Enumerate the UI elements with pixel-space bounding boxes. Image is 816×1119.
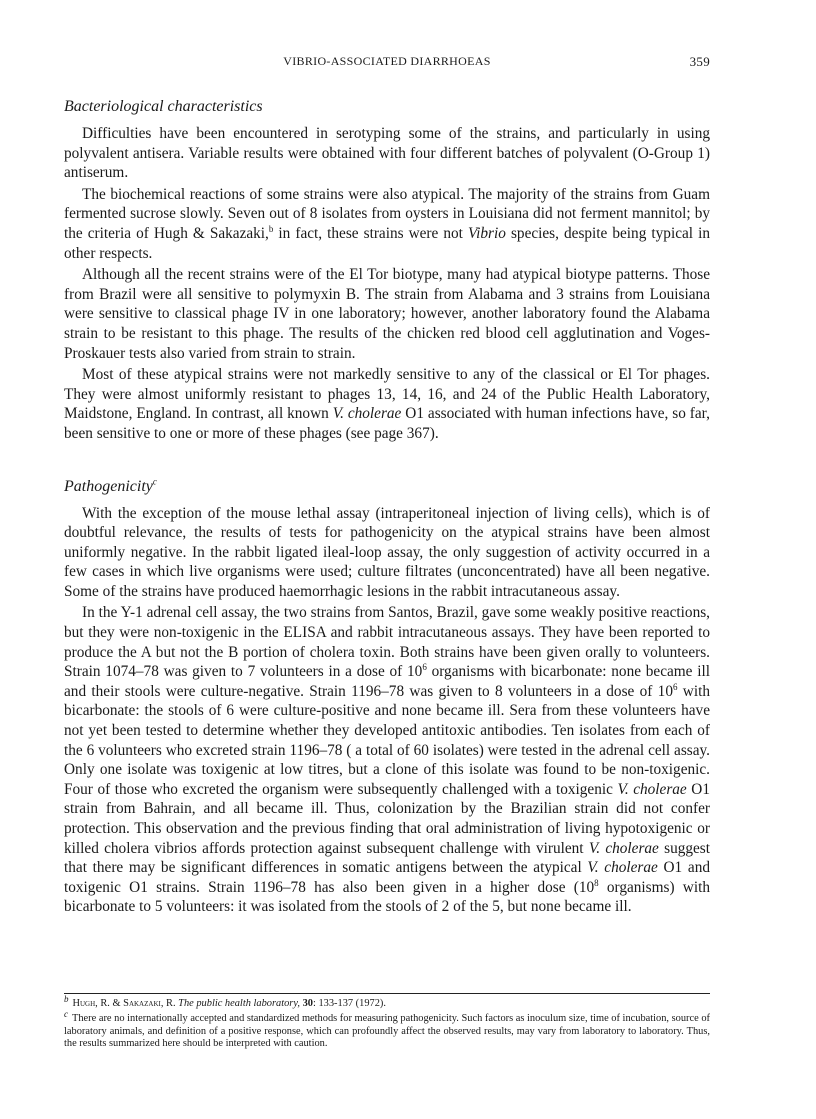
text-run: With the exception of the mouse lethal assay (intraperitoneal injection of living cells), which is of doubtful relevance, the results of tests for pathogenicity on the atypical strains have been almost uniformly negative. In the rabbit ligated ileal-loop assay, the only suggestion of activity occurred in a few cases in which live organisms were used; culture filtrates (unconcentrated) have all been negative. Some of the strains have produced haemorrhagic lesions in the rabbit intracutaneous assay. — [64, 504, 710, 600]
text-run: 30 — [302, 998, 313, 1009]
text-run: V. cholerae — [587, 859, 658, 877]
paragraph — [64, 603, 710, 917]
section-heading-text: Pathogenicity — [64, 477, 153, 495]
text-run: There are no internationally accepted and standardized methods for measuring pathogenicity. Such factors as inoculum size, time of incubation, source of laboratory animals, and definition of a positive response, which can profoundly affect the observed results, may vary from laboratory to laboratory. Thus, the results summarized here should be interpreted with caution. — [64, 1013, 710, 1050]
text-run: organisms) with bicarbonate to 5 volunteers: it was isolated from the stools of 2 of the 5, but none became ill. — [64, 878, 711, 916]
text-run: O1 and toxigenic O1 strains. Strain 1196–78 has also been given in a higher dose (10 — [64, 859, 710, 896]
text-run: in fact, these strains were not — [273, 224, 468, 242]
footnote-ref[interactable]: 6 — [422, 662, 427, 673]
paragraph — [64, 124, 710, 183]
paragraph — [64, 504, 710, 602]
text-run: V. cholerae — [617, 780, 687, 798]
footnote-rule — [64, 993, 710, 994]
footnote-marker: c — [64, 1008, 68, 1019]
text-run: Most of these atypical strains were not markedly sensitive to any of the classical or El Tor phages. They were almost uniformly resistant to phages 13, 14, 16, and 24 of the Public Health Laboratory, Maidstone, England. In contrast, all known — [64, 366, 710, 423]
footnote-ref-c[interactable]: c — [152, 476, 157, 487]
footnote-b — [64, 993, 710, 1010]
section-body-bacteriological — [64, 124, 710, 444]
text-run: The biochemical reactions of some strains were also atypical. The majority of the strains from Guam fermented sucrose slowly. Seven out of 8 isolates from oysters in Louisiana did not ferment mannitol; by the criteria of Hugh & Sakazaki, — [64, 185, 710, 242]
page-content — [64, 52, 710, 917]
text-run: suggest that there may be significant differences in somatic antigens between the atypical — [64, 839, 711, 877]
text-run: O1 strain from Bahrain, and all became ill. Thus, colonization by the Brazilian strain did not confer protection. This observation and the previous finding that oral administration of living hypotoxigenic or killed cholera vibrios affords protection against subsequent challenge with virulent — [64, 780, 710, 857]
footnote-ref[interactable]: 8 — [594, 877, 599, 888]
text-run: The public health laboratory, — [178, 998, 300, 1009]
text-run: V. cholerae — [332, 405, 402, 423]
section-heading-bacteriological — [64, 98, 710, 116]
paragraph — [64, 265, 710, 363]
text-run: V. cholerae — [588, 839, 659, 857]
footnote-ref[interactable]: b — [268, 223, 274, 234]
paragraph — [64, 365, 710, 443]
text-run: : 133-137 (1972). — [312, 998, 386, 1009]
section-heading-text: Bacteriological characteristics — [64, 98, 263, 115]
section-body-pathogenicity — [64, 504, 710, 917]
running-header — [64, 52, 710, 74]
text-run: Difficulties have been encountered in serotyping some of the strains, and particularly in using polyvalent antisera. Variable results were obtained with four different batches of polyvalent (O-Group 1) antiserum. — [64, 125, 710, 182]
footnote-c — [64, 1008, 710, 1050]
footnote-marker: b — [64, 993, 69, 1004]
text-run: In the Y-1 adrenal cell assay, the two strains from Santos, Brazil, gave some weakly positive reactions, but they were non-toxigenic in the ELISA and rabbit intracutaneous assays. They have been reported to produce the A but not the B portion of cholera toxin. Both strains have been given orally to volunteers. Strain 1074–78 was given to 7 volunteers in a dose of 10 — [64, 604, 710, 681]
paragraph — [64, 185, 710, 263]
footnote-list — [64, 993, 710, 1051]
page-number: 359 — [689, 54, 710, 69]
footnotes — [64, 993, 710, 1051]
text-run: Hugh, R. & Sakazaki, R. — [72, 998, 176, 1009]
text-run: O1 associated with human infections have, so far, been sensitive to one or more of these phages (see page 367). — [64, 405, 710, 442]
footnote-ref[interactable]: 6 — [672, 681, 678, 692]
section-heading-pathogenicity — [64, 478, 710, 496]
running-title: VIBRIO-ASSOCIATED DIARRHOEAS — [283, 54, 491, 68]
text-run: species, despite being typical in other respects. — [64, 224, 710, 262]
text-run: organisms with bicarbonate: none became ill and their stools were culture-negative. Strain 1196–78 was given to 8 volunteers in a dose of 10 — [64, 663, 710, 700]
text-run: Vibrio — [467, 224, 506, 242]
text-run: Although all the recent strains were of the El Tor biotype, many had atypical biotype patterns. Those from Brazil were all sensitive to polymyxin B. The strain from Alabama and 3 strains from Louisiana were sensitive to classical phage IV in one laboratory; however, another laboratory found the Alabama strain to be resistant to this phage. The results of the chicken red blood cell agglutination and Voges-Proskauer tests also varied from strain to strain. — [64, 266, 710, 362]
text-run: with bicarbonate: the stools of 6 were culture-positive and none became ill. Sera from these volunteers have not yet been tested to determine whether they developed antitoxic antibodies. Ten isolates from each of the 6 volunteers who excreted strain 1196–78 ( a total of 60 isolates) were tested in the adrenal cell assay. Only one isolate was toxigenic at low titres, but a clone of this isolate was found to be non-toxigenic. Four of those who excreted the organism were subsequently challenged with a toxigenic — [64, 682, 710, 798]
